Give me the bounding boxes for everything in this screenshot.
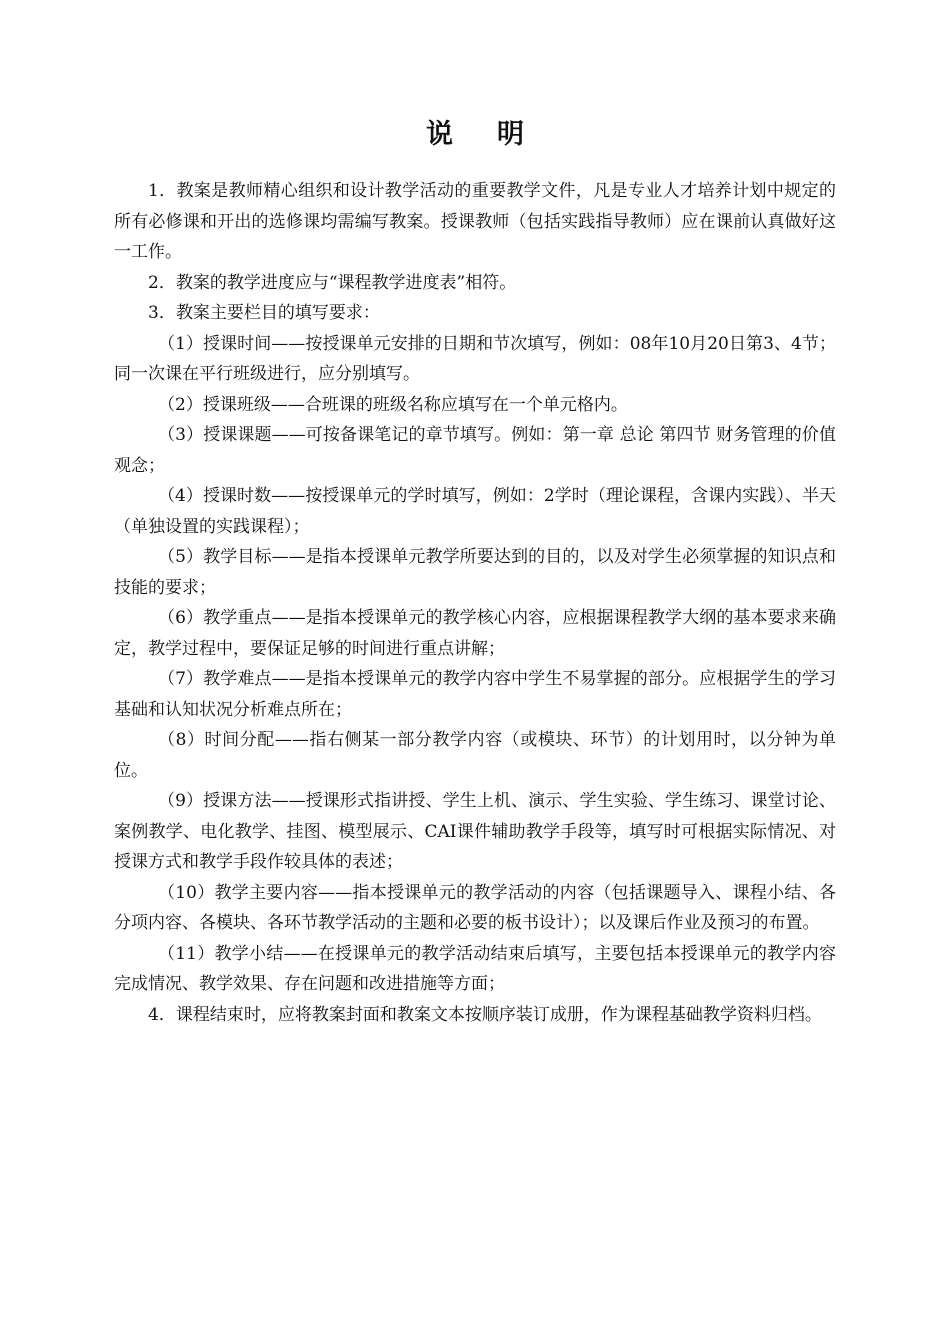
instructions-body bbox=[114, 176, 836, 1030]
sub-item-10: （10）教学主要内容——指本授课单元的教学活动的内容（包括课题导入、课程小结、各分项内容、各模块、各环节教学活动的主题和必要的板书设计）；以及课后作业及预习的布置。 bbox=[114, 882, 836, 933]
sub-item-1: （1）授课时间——按授课单元安排的日期和节次填写，例如：08年10月20日第3、4节；同一次课在平行班级进行，应分别填写。 bbox=[114, 333, 836, 384]
sub-item-6: （6）教学重点——是指本授课单元的教学核心内容，应根据课程教学大纲的基本要求来确定，教学过程中，要保证足够的时间进行重点讲解； bbox=[114, 608, 836, 659]
title-char-1: 说 bbox=[426, 119, 453, 150]
sub-item-8: （8）时间分配——指右侧某一部分教学内容（或模块、环节）的计划用时，以分钟为单位。 bbox=[114, 730, 836, 781]
sub-item-11: （11）教学小结——在授课单元的教学活动结束后填写，主要包括本授课单元的教学内容完成情况、教学效果、存在问题和改进措施等方面； bbox=[114, 943, 836, 994]
title-char-2: 明 bbox=[497, 119, 524, 150]
sub-item-7: （7）教学难点——是指本授课单元的教学内容中学生不易掌握的部分。应根据学生的学习基础和认知状况分析难点所在； bbox=[114, 669, 836, 720]
paragraph-3: 3．教案主要栏目的填写要求： bbox=[148, 303, 380, 323]
paragraph-4: 4．课程结束时，应将教案封面和教案文本按顺序装订成册，作为课程基础教学资料归档。 bbox=[148, 1004, 822, 1025]
paragraph-1: 1．教案是教师精心组织和设计教学活动的重要教学文件，凡是专业人才培养计划中规定的所有必修课和开出的选修课均需编写教案。授课教师（包括实践指导教师）应在课前认真做好这一工作。 bbox=[114, 181, 836, 262]
sub-item-4: （4）授课时数——按授课单元的学时填写，例如：2学时（理论课程，含课内实践）、半天（单独设置的实践课程）； bbox=[114, 486, 836, 537]
sub-item-9: （9）授课方法——授课形式指讲授、学生上机、演示、学生实验、学生练习、课堂讨论、案例教学、电化教学、挂图、模型展示、CAI课件辅助教学手段等，填写时可根据实际情况、对授课方式和教学手段作较具体的表述； bbox=[114, 791, 836, 872]
paragraph-2: 2．教案的教学进度应与“课程教学进度表”相符。 bbox=[148, 272, 517, 293]
sub-item-5: （5）教学目标——是指本授课单元教学所要达到的目的，以及对学生必须掌握的知识点和技能的要求； bbox=[114, 547, 836, 598]
page-title bbox=[0, 112, 950, 151]
sub-item-3: （3）授课课题——可按备课笔记的章节填写。例如：第一章 总论 第四节 财务管理的价值观念； bbox=[114, 425, 836, 476]
sub-item-2: （2）授课班级——合班课的班级名称应填写在一个单元格内。 bbox=[158, 394, 628, 415]
